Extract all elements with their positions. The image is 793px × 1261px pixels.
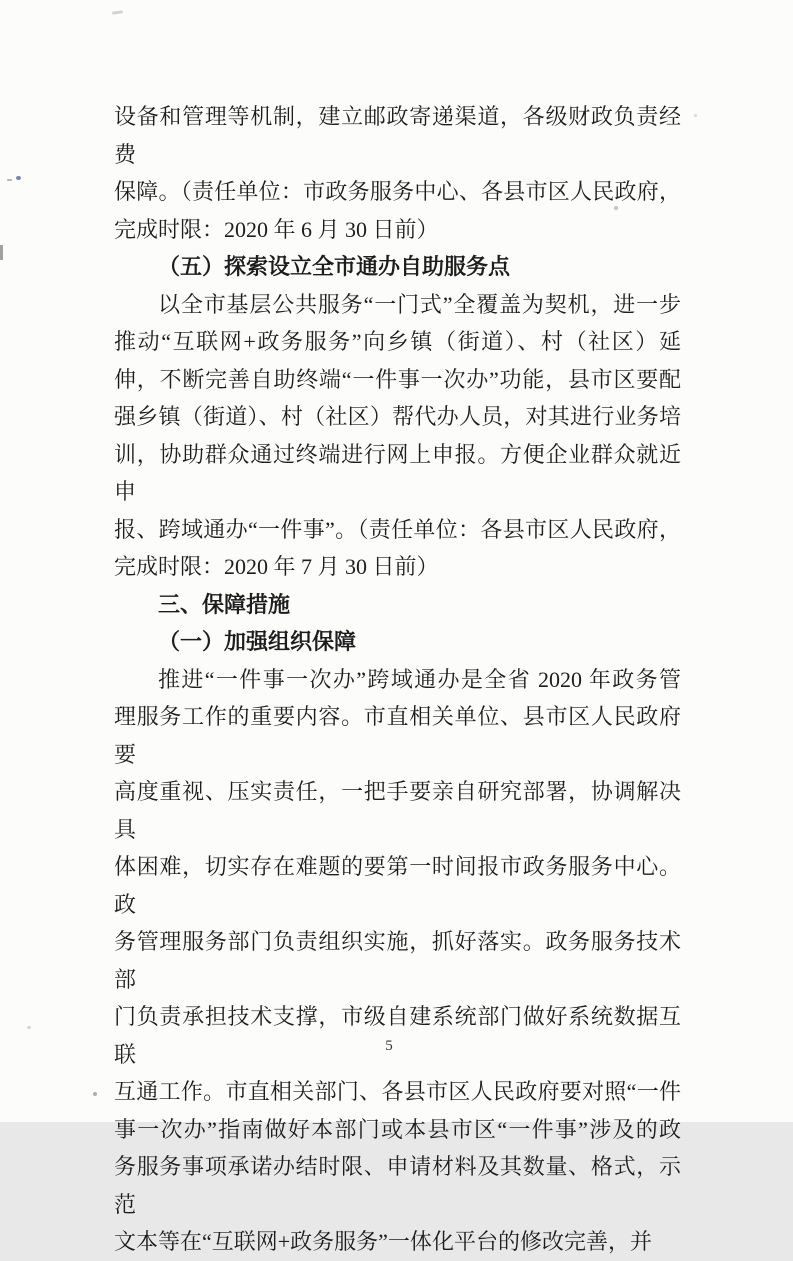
- doc-line: 务服务事项承诺办结时限、申请材料及其数量、格式，示范: [114, 1154, 681, 1217]
- subsection-heading-1: （一）加强组织保障: [158, 629, 357, 654]
- doc-line: 体困难，切实存在难题的要第一时间报市政务服务中心。政: [114, 854, 681, 917]
- doc-line: 完成时限：2020 年 6 月 30 日前）: [114, 216, 439, 242]
- doc-line: 理服务工作的重要内容。市直相关单位、县市区人民政府要: [114, 704, 681, 767]
- doc-line: 保障。（责任单位：市政务服务中心、各县市区人民政府，: [114, 179, 681, 204]
- doc-line: 互通工作。市直相关部门、各县市区人民政府要对照“一件: [114, 1079, 681, 1104]
- doc-line: 门负责承担技术支撑，市级自建系统部门做好系统数据互联: [114, 1004, 681, 1067]
- doc-line: 伸，不断完善自助终端“一件事一次办”功能，县市区要配: [114, 366, 681, 392]
- doc-line: 推动“互联网+政务服务”向乡镇（街道）、村（社区）延: [114, 329, 681, 354]
- doc-line: 务管理服务部门负责组织实施，抓好落实。政务服务技术部: [114, 929, 681, 992]
- scan-speck: [0, 245, 3, 260]
- doc-line: 推进“一件事一次办”跨域通办是全省 2020 年政务管: [158, 666, 681, 692]
- doc-line: 训，协助群众通过终端进行网上申报。方便企业群众就近申: [114, 441, 681, 504]
- section-heading-5: （五）探索设立全市通办自助服务点: [158, 254, 511, 279]
- document-body: [114, 98, 681, 1261]
- doc-line: 以全市基层公共服务“一门式”全覆盖为契机，进一步: [158, 291, 681, 317]
- scan-speck: [694, 114, 697, 117]
- doc-line: 文本等在“互联网+政务服务”一体化平台的修改完善，并: [114, 1229, 652, 1254]
- doc-line: 高度重视、压实责任，一把手要亲自研究部署，协调解决具: [114, 779, 681, 842]
- doc-line: 强乡镇（街道）、村（社区）帮代办人员，对其进行业务培: [114, 404, 681, 429]
- doc-line: 事一次办”指南做好本部门或本县市区“一件事”涉及的政: [114, 1116, 681, 1142]
- scan-speck: [7, 179, 12, 181]
- page-number: 5: [385, 1038, 393, 1054]
- scan-speck: [16, 176, 21, 180]
- section-heading-3: 三、保障措施: [158, 591, 291, 617]
- scan-speck: [112, 10, 123, 15]
- doc-line: 设备和管理等机制，建立邮政寄递渠道，各级财政负责经费: [114, 104, 681, 167]
- scan-speck: [27, 1026, 31, 1029]
- doc-line: 报、跨域通办“一件事”。（责任单位：各县市区人民政府，: [114, 516, 681, 542]
- scan-speck: [93, 1092, 97, 1096]
- doc-line: 完成时限：2020 年 7 月 30 日前）: [114, 554, 439, 579]
